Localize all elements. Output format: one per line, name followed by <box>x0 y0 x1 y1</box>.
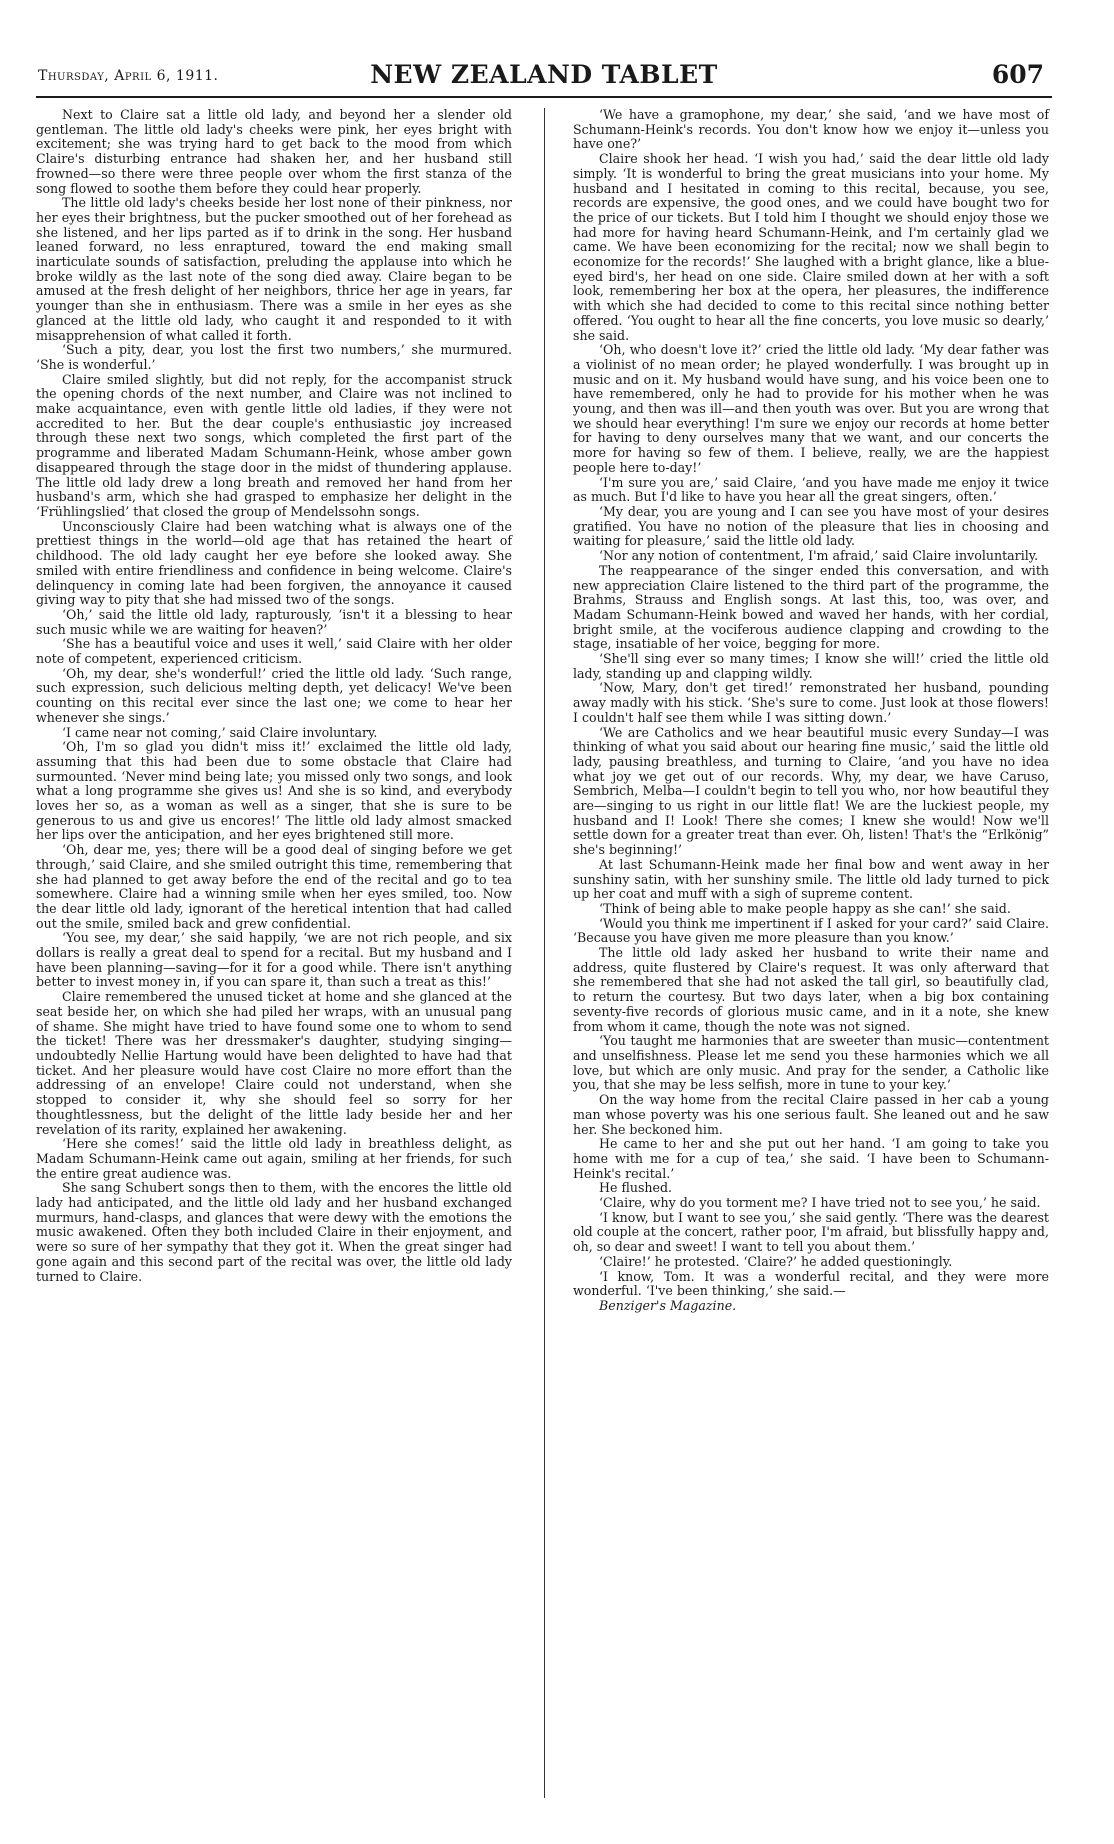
paragraph: ‘Think of being able to make people happy as she can!’ she said. <box>599 900 1011 916</box>
column-rule <box>544 108 545 1798</box>
paragraph: ‘We have a gramophone, my dear,’ she said, ‘and we have most of Schumann-Heink's records. You don't know how we enjoy it—unless you have one?’ <box>573 107 1049 152</box>
paragraph: ‘Oh,’ said the little old lady, rapturously, ‘isn't it a blessing to hear such music while we are waiting for heaven?’ <box>36 606 512 637</box>
paragraph: ‘My dear, you are young and I can see you have most of your desires gratified. You have no notion of the pleasure that lies in choosing and waiting for pleasure,’ said the little old lady. <box>573 503 1049 549</box>
issue-date: Thursday, April 6, 1911. <box>38 68 219 84</box>
paragraph: ‘She'll sing ever so many times; I know she will!’ cried the little old lady, standing up and clapping wildly. <box>573 651 1049 681</box>
paragraph: He flushed. <box>599 1180 673 1196</box>
paragraph: ‘Oh, dear me, yes; there will be a good deal of singing before we get through,’ said Claire, and she smiled outright this time, remembering that she had planned to get away before the end of the recital and go to tea somewhere. Claire had a winning smile when her eyes smiled, too. Now the dear little old lady, ignorant of the heretical intention that had called out the smile, smiled back and grew confidential. <box>36 842 512 931</box>
paragraph: Claire smiled slightly, but did not reply, for the accompanist struck the opening chords of the next number, and Claire was not inclined to make acquaintance, even with gentle little old ladies, if they were not accredited to her. But the dear couple's enthusiastic joy increased through these next two songs, which completed the first part of the programme and liberated Madam Schumann-Heink, whose amber gown disappeared through the stage door in the midst of thundering applause. The little old lady drew a long breath and removed her hand from her husband's arm, which she had grasped to emphasize her delight in the ‘Frühlingslied’ that closed the group of Mendelssohn songs. <box>36 371 512 519</box>
paragraph: ‘We are Catholics and we hear beautiful music every Sunday—I was thinking of what you said about our hearing fine music,’ said the little old lady, pausing breathless, and turning to Claire, ‘and you have no idea what joy we get out of our records. Why, my dear, we have Caruso, Sembrich, Melba—I couldn't begin to tell you who, nor how beautiful they are—singing to us right in our little flat! We are the luckiest people, my husband and I! Look! There she comes; I knew she would! Now we'll settle down for a greater treat than ever. Oh, listen! That's the “Erlkönig” she's beginning!’ <box>573 724 1049 858</box>
paragraph: ‘Would you think me impertinent if I asked for your card?’ said Claire. ‘Because you have given me more pleasure than you know.’ <box>573 915 1049 946</box>
paragraph: Claire shook her head. ‘I wish you had,’ said the dear little old lady simply. ‘It is wonderful to bring the great musicians into your home. My husband and I hesitated in coming to this recital, because, you see, records are expensive, the good ones, and we could have bought two for the price of our tickets. But I told him I thought we should enjoy those we had more for having heard Schumann-Heink, and I'm certainly glad we came. We have been economizing for the recital; now we shall begin to economize for the records!’ She laughed with a bright glance, like a blue-eyed bird's, her head on one side. Claire smiled down at her with a soft look, remembering her box at the opera, her pleasures, the indifference with which she had decided to come to this recital since nothing better offered. ‘You ought to hear all the fine concerts, you love music so dearly,’ she said. <box>573 151 1049 343</box>
paragraph: ‘I came near not coming,’ said Claire involuntary. <box>62 724 378 740</box>
paragraph: ‘Nor any notion of contentment, I'm afraid,’ said Claire involuntarily. <box>599 548 1039 564</box>
paragraph: ‘You taught me harmonies that are sweeter than music—contentment and unselfishness. Please let me send you these harmonies which we all love, but which are only music. And pray for the sender, a Catholic like you, that she may be less selfish, more in tune to your key.’ <box>573 1033 1049 1093</box>
paragraph: At last Schumann-Heink made her final bow and went away in her sunshiny satin, with her sunshiny smile. The little old lady turned to pick up her coat and muff with a sigh of supreme content. <box>573 856 1049 902</box>
paragraph: ‘Claire!’ he protested. ‘Claire?’ he added questioningly. <box>599 1253 953 1269</box>
paragraph: On the way home from the recital Claire passed in her cab a young man whose poverty was his one serious fault. She leaned out and he saw her. She beckoned him. <box>573 1092 1049 1137</box>
paragraph: The little old lady asked her husband to write their name and address, quite flustered by Claire's request. It was only afterward that she remembered that she had not asked the tall girl, so beautifully clad, to return the courtesy. But two days later, when a big box containing seventy-five records of glorious music came, and in it a note, she knew from whom it came, though the note was not signed. <box>573 945 1049 1034</box>
paragraph: She sang Schubert songs then to them, with the encores the little old lady had anticipated, and the little old lady and her husband exchanged murmurs, hand-clasps, and glances that were dewy with the emotions the music awakened. Often they both included Claire in their enjoyment, and were so sure of her sympathy that they got it. When the great singer had gone again and this second part of the recital was over, the little old lady turned to Claire. <box>36 1180 512 1284</box>
source-credit: Benziger's Magazine. <box>599 1297 737 1313</box>
paragraph: ‘Oh, I'm so glad you didn't miss it!’ exclaimed the little old lady, assuming that this had been due to some obstacle that Claire had surmounted. ‘Never mind being late; you missed only two songs, and look what a long programme she gives us! And she is so kind, and everybody loves her so, as a woman as well as a singer, that she is sure to be generous to us and give us encores!’ The little old lady almost smacked her lips over the anticipation, and her eyes brightened still more. <box>36 739 512 843</box>
paragraph: The reappearance of the singer ended this conversation, and with new appreciation Claire listened to the third part of the programme, the Brahms, Strauss and English songs. At last this, too, was over, and Madam Schumann-Heink bowed and waved her hands, with her cordial, bright smile, at the vociferous audience clapping and crowding to the stage, insatiable of her voice, begging for more. <box>573 562 1049 652</box>
paragraph: ‘I'm sure you are,’ said Claire, ‘and you have made me enjoy it twice as much. But I'd like to have you hear all the great singers, often.’ <box>573 474 1049 505</box>
masthead <box>36 58 1052 98</box>
paragraph: Next to Claire sat a little old lady, and beyond her a slender old gentleman. The little old lady's cheeks were pink, her eyes bright with excitement; she was trying hard to get back to the mood from which Claire's disturbing entrance had shaken her, and her husband still frowned—so there were three people over whom the first stanza of the song flowed to soothe them before they could hear properly. <box>36 107 512 196</box>
paragraph: ‘Oh, who doesn't love it?’ cried the little old lady. ‘My dear father was a violinist of no mean order; he played wonderfully. I was brought up in music and on it. My husband would have sung, and his voice been one to have remembered, only he had to provide for his mother when he was young, and then was ill—and then youth was over. But you are wrong that we should hear everything! I'm sure we enjoy our records at home better for having to deny ourselves many that we want, and our concerts the more for having so few of them. I believe, really, we are the happiest people here to-day!’ <box>573 342 1049 475</box>
paragraph: Unconsciously Claire had been watching what is always one of the prettiest things in the world—old age that has retained the heart of childhood. The old lady caught her eye before she looked away. She smiled with entire friendliness and confidence in being welcome. Claire's delinquency in coming late had been forgiven, the annoyance it caused giving way to pity that she had missed two of the songs. <box>36 518 512 608</box>
paragraph: ‘Oh, my dear, she's wonderful!’ cried the little old lady. ‘Such range, such expression, such delicious melting depth, yet delicacy! We've been counting on this recital ever since the last one; we come to hear her whenever she sings.’ <box>36 665 512 725</box>
right-column <box>573 108 1049 1314</box>
paragraph: ‘Claire, why do you torment me? I have tried not to see you,’ he said. <box>599 1195 1041 1211</box>
article-columns <box>36 108 1052 1808</box>
paragraph: ‘Such a pity, dear, you lost the first two numbers,’ she murmured. ‘She is wonderful.’ <box>36 342 512 372</box>
page-number: 607 <box>991 60 1044 89</box>
paragraph: ‘Now, Mary, don't get tired!’ remonstrated her husband, pounding away madly with his stick. ‘She's sure to come. Just look at those flowers! I couldn't half see them while I was sitting down.’ <box>573 680 1049 725</box>
left-column <box>36 108 512 1284</box>
paragraph: ‘You see, my dear,’ she said happily, ‘we are not rich people, and six dollars is really a great deal to spend for a recital. But my husband and I have been planning—saving—for it for a good while. There isn't anything better to invest money in, if you can spare it, than such a treat as this!’ <box>36 930 512 990</box>
paragraph: ‘I know, Tom. It was a wonderful recital, and they were more wonderful. ‘I've been thinking,’ she said.— <box>573 1268 1049 1299</box>
newspaper-page <box>36 58 1052 1313</box>
paragraph: The little old lady's cheeks beside her lost none of their pinkness, nor her eyes their brightness, but the pucker smoothed out of her forehead as she listened, and her lips parted as if to drink in the song. Her husband leaned forward, no less enraptured, toward the end making small inarticulate sounds of satisfaction, preluding the applause into which he broke wildly as the last note of the song died away. Claire began to be amused at the fresh delight of her neighbors, thrice her age in years, far younger than she in enthusiasm. There was a smile in her eyes as she glanced at the little old lady, who caught it and responded to it with misapprehension of what called it forth. <box>36 195 512 343</box>
paragraph: ‘I know, but I want to see you,’ she said gently. ‘There was the dearest old couple at the concert, rather poor, I'm afraid, but blissfully happy and, oh, so dear and sweet! I want to tell you about them.’ <box>573 1209 1049 1255</box>
paragraph: Claire remembered the unused ticket at home and she glanced at the seat beside her, on which she had piled her wraps, with an unusual pang of shame. She might have tried to have found some one to whom to send the ticket! There was her dressmaker's daughter, studying singing—undoubtedly Nellie Hartung would have been delighted to have had that ticket. And her pleasure would have cost Claire no more effort than the addressing of an envelope! Claire could not understand, when she stopped to consider it, why she should feel so sorry for her thoughtlessness, but the delight of the little lady beside her and her revelation of its rarity, explained her awakening. <box>36 989 512 1137</box>
paragraph: ‘She has a beautiful voice and uses it well,’ said Claire with her older note of competent, experienced criticism. <box>36 636 512 667</box>
paragraph: He came to her and she put out her hand. ‘I am going to take you home with me for a cup of tea,’ she said. ‘I have been to Schumann-Heink's recital.’ <box>573 1136 1049 1181</box>
publication-title: NEW ZEALAND TABLET <box>370 60 718 89</box>
paragraph: ‘Here she comes!’ said the little old lady in breathless delight, as Madam Schumann-Heink came out again, smiling at her friends, for such the entire great audience was. <box>36 1136 512 1181</box>
